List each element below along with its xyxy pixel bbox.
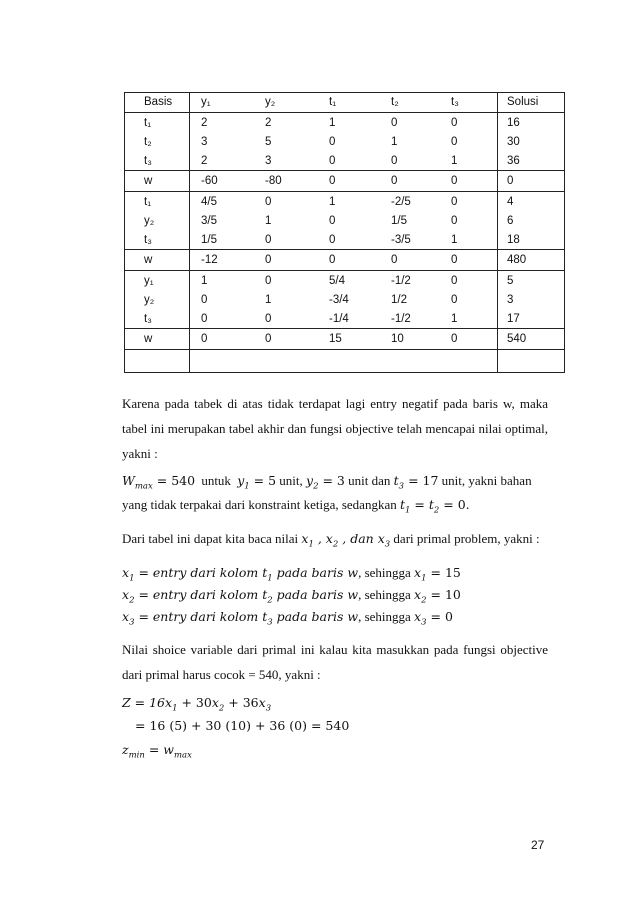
header-y1: y₁ [189,92,251,113]
table-cell: 0 [329,214,336,227]
paragraph-conclusion: Karena pada tabek di atas tidak terdapat lagi entry negatif pada baris w, maka tabel ini merupakan tabel akhir dan fungsi objective telah mencapai nilai optimal, yakni : [122,396,548,461]
table-row [124,151,564,171]
table-cell: 4 [507,195,514,208]
table-cell: 1 [265,293,272,306]
wmax-statement-line1: $W_{max} = 540$ untuk $y_1 = 5$ unit, $y_2 = 3$ unit dan $t_3 = 17$ unit, yakni bahan [122,473,532,492]
table-cell: 0 [265,233,272,246]
table-cell: 0 [329,135,336,148]
table-cell: 0 [329,154,336,167]
table-cell: -1/4 [329,312,349,325]
header-t1: t₁ [313,92,375,113]
table-cell: 0 [251,329,313,350]
x3-line: $x_3$ = entry dari kolom $t_3$ pada baris w, sehingga $x_3 = 0$ [122,609,453,628]
header-t2: t₂ [375,92,437,113]
header-y2: y₂ [251,92,313,113]
table-cell: 1 [451,312,458,325]
table-cell: t₃ [144,233,152,246]
table-cell: 4/5 [201,195,217,208]
table-cell: w [124,171,189,192]
table-cell: 2 [201,116,208,129]
table-cell: y₂ [144,214,155,227]
table-cell: 15 [313,329,375,350]
table-cell: 3 [507,293,514,306]
wmax-symbol: $W_{max}$ [122,473,153,492]
table-cell: 0 [189,329,251,350]
table-row [124,230,564,250]
table-row [124,290,564,309]
table-cell: 0 [201,293,208,306]
table-cell: 2 [201,154,208,167]
table-header-row [124,92,564,113]
table-cell: 0 [451,214,458,227]
table-row [124,211,564,230]
table-cell: 0 [265,312,272,325]
table-cell: 0 [437,250,495,271]
zmin-equation: $z_{min} = w_{max}$ [122,742,192,761]
table-cell: -3/5 [391,233,411,246]
table-cell: 1/5 [201,233,217,246]
table-cell: -1/2 [391,312,411,325]
x1-line: $x_1$ = entry dari kolom $t_1$ pada baris w, sehingga $x_1 = 15$ [122,565,461,584]
table-cell: 0 [265,274,272,287]
header-t3: t₃ [437,92,495,113]
table-cell: 3/5 [201,214,217,227]
table-cell: 0 [313,171,375,192]
table-cell: t₂ [144,135,152,148]
table-cell: 0 [495,171,564,192]
table-cell: 1 [451,233,458,246]
table-cell: 0 [391,154,398,167]
wmax-statement-line2: yang tidak terpakai dari konstraint ketiga, sedangkan $t_1 = t_2 = 0$. [122,497,470,516]
table-row [124,192,564,212]
table-row [124,309,564,329]
table-cell: -3/4 [329,293,349,306]
table-cell: 0 [251,250,313,271]
page-number: 27 [531,838,545,852]
table-cell: 3 [201,135,208,148]
table-cell: 0 [451,116,458,129]
table-cell: 1 [451,154,458,167]
table-cell: 5 [507,274,514,287]
table-cell: 2 [265,116,272,129]
table-cell: 1 [329,116,336,129]
read-values-line: Dari tabel ini dapat kita baca nilai $x_1$ , $x_2$ , dan $x_3$ dari primal problem, yakni : [122,531,540,550]
table-cell: 0 [451,135,458,148]
table-cell: t₃ [144,154,152,167]
table-cell: -12 [189,250,251,271]
z-equation-line1: $Z = 16x_1 + 30x_2 + 36x_3$ [122,695,272,714]
table-row [124,271,564,291]
table-cell: t₃ [144,312,152,325]
table-cell: -80 [251,171,313,192]
table-cell: 0 [451,274,458,287]
table-row [124,113,564,133]
table-cell: 3 [265,154,272,167]
table-cell: 0 [437,171,495,192]
table-cell: y₂ [144,293,155,306]
table-cell: 36 [507,154,520,167]
table-row [124,132,564,151]
table-cell: 1 [329,195,336,208]
objective-row [124,171,564,192]
paragraph-choice-variable: Nilai shoice variable dari primal ini kalau kita masukkan pada fungsi objective dari primal harus cocok = 540, yakni : [122,642,548,682]
table-cell: 0 [451,293,458,306]
header-basis: Basis [124,92,189,113]
table-cell: t₁ [144,195,152,208]
header-solusi: Solusi [495,92,564,113]
table-cell: 16 [507,116,520,129]
table-cell: 480 [495,250,564,271]
table-cell: y₁ [144,274,154,287]
table-cell: 30 [507,135,520,148]
table-cell: 1/5 [391,214,407,227]
z-equation-line2: = 16 (5) + 30 (10) + 36 (0) = 540 [135,718,350,733]
table-cell: 10 [375,329,437,350]
objective-row [124,250,564,271]
table-divider-right [497,92,498,373]
table-cell: 0 [265,195,272,208]
table-cell: 0 [313,250,375,271]
table-cell: 0 [391,116,398,129]
table-cell: 1/2 [391,293,407,306]
table-divider-left [189,92,190,373]
x2-line: $x_2$ = entry dari kolom $t_2$ pada baris w, sehingga $x_2 = 10$ [122,587,461,606]
table-cell: 1 [201,274,208,287]
simplex-table [124,92,564,350]
table-cell: 5 [265,135,272,148]
objective-row [124,329,564,350]
table-cell: t₁ [144,116,152,129]
table-cell: 0 [375,250,437,271]
table-cell: 0 [375,171,437,192]
table-cell: 0 [329,233,336,246]
table-cell: 18 [507,233,520,246]
table-cell: 1 [265,214,272,227]
table-cell: -60 [189,171,251,192]
table-cell: 0 [201,312,208,325]
table-cell: 6 [507,214,514,227]
table-cell: -1/2 [391,274,411,287]
table-cell: w [124,250,189,271]
table-cell: 17 [507,312,520,325]
table-cell: 5/4 [329,274,345,287]
table-cell: 0 [437,329,495,350]
table-cell: w [124,329,189,350]
table-cell: 0 [451,195,458,208]
table-cell: -2/5 [391,195,411,208]
table-cell: 540 [495,329,564,350]
table-cell: 1 [391,135,398,148]
